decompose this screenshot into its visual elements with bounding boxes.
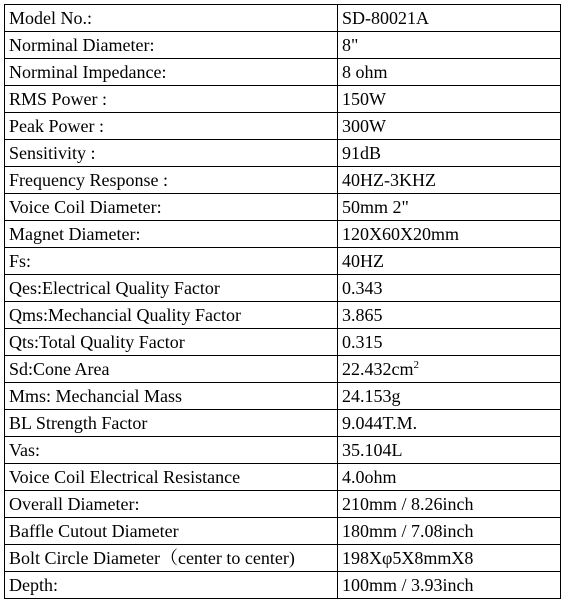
table-row bbox=[5, 167, 561, 194]
spec-label: Norminal Diameter: bbox=[5, 32, 338, 59]
spec-label: RMS Power : bbox=[5, 86, 338, 113]
table-row bbox=[5, 383, 561, 410]
spec-label: Mms: Mechancial Mass bbox=[5, 383, 338, 410]
table-row bbox=[5, 221, 561, 248]
spec-value: 0.343 bbox=[338, 275, 561, 302]
spec-value: 22.432cm bbox=[342, 359, 414, 379]
spec-value: 40HZ-3KHZ bbox=[338, 167, 561, 194]
spec-value: 210mm / 8.26inch bbox=[338, 491, 561, 518]
spec-label: Qes:Electrical Quality Factor bbox=[5, 275, 338, 302]
table-row bbox=[5, 59, 561, 86]
table-row bbox=[5, 140, 561, 167]
spec-value: 24.153g bbox=[338, 383, 561, 410]
spec-label: Sensitivity : bbox=[5, 140, 338, 167]
spec-label: Norminal Impedance: bbox=[5, 59, 338, 86]
table-row bbox=[5, 113, 561, 140]
spec-label: Peak Power : bbox=[5, 113, 338, 140]
table-row bbox=[5, 86, 561, 113]
spec-value: 120X60X20mm bbox=[338, 221, 561, 248]
table-row bbox=[5, 32, 561, 59]
spec-value: 8 ohm bbox=[338, 59, 561, 86]
spec-label: Qms:Mechancial Quality Factor bbox=[5, 302, 338, 329]
table-row bbox=[5, 491, 561, 518]
spec-value: 40HZ bbox=[338, 248, 561, 275]
spec-value-cell bbox=[338, 356, 561, 383]
spec-value: 300W bbox=[338, 113, 561, 140]
spec-label: Sd:Cone Area bbox=[5, 356, 338, 383]
spec-value: 150W bbox=[338, 86, 561, 113]
table-row bbox=[5, 572, 561, 599]
spec-value: 3.865 bbox=[338, 302, 561, 329]
spec-label: Qts:Total Quality Factor bbox=[5, 329, 338, 356]
spec-label: Frequency Response : bbox=[5, 167, 338, 194]
spec-value: 8" bbox=[338, 32, 561, 59]
speaker-spec-table bbox=[4, 4, 561, 599]
spec-label: Bolt Circle Diameter（center to center) bbox=[5, 545, 338, 572]
spec-label: Overall Diameter: bbox=[5, 491, 338, 518]
spec-label: BL Strength Factor bbox=[5, 410, 338, 437]
spec-value: 50mm 2" bbox=[338, 194, 561, 221]
table-row bbox=[5, 410, 561, 437]
spec-value: SD-80021A bbox=[338, 5, 561, 32]
table-row bbox=[5, 464, 561, 491]
table-row bbox=[5, 437, 561, 464]
table-row bbox=[5, 302, 561, 329]
table-row bbox=[5, 5, 561, 32]
spec-value: 198Xφ5X8mmX8 bbox=[338, 545, 561, 572]
spec-value: 100mm / 3.93inch bbox=[338, 572, 561, 599]
spec-value: 9.044T.M. bbox=[338, 410, 561, 437]
table-row bbox=[5, 545, 561, 572]
spec-value: 0.315 bbox=[338, 329, 561, 356]
spec-value: 4.0ohm bbox=[338, 464, 561, 491]
table-row bbox=[5, 329, 561, 356]
table-row bbox=[5, 248, 561, 275]
spec-label: Depth: bbox=[5, 572, 338, 599]
table-row bbox=[5, 275, 561, 302]
spec-label: Baffle Cutout Diameter bbox=[5, 518, 338, 545]
superscript-exponent: 2 bbox=[413, 359, 419, 371]
spec-label: Fs: bbox=[5, 248, 338, 275]
spec-label: Voice Coil Diameter: bbox=[5, 194, 338, 221]
spec-label: Model No.: bbox=[5, 5, 338, 32]
spec-label: Voice Coil Electrical Resistance bbox=[5, 464, 338, 491]
spec-label: Magnet Diameter: bbox=[5, 221, 338, 248]
table-row bbox=[5, 356, 561, 383]
table-row bbox=[5, 194, 561, 221]
spec-value: 91dB bbox=[338, 140, 561, 167]
spec-value: 35.104L bbox=[338, 437, 561, 464]
spec-table-body bbox=[5, 5, 561, 599]
table-row bbox=[5, 518, 561, 545]
spec-value: 180mm / 7.08inch bbox=[338, 518, 561, 545]
spec-label: Vas: bbox=[5, 437, 338, 464]
